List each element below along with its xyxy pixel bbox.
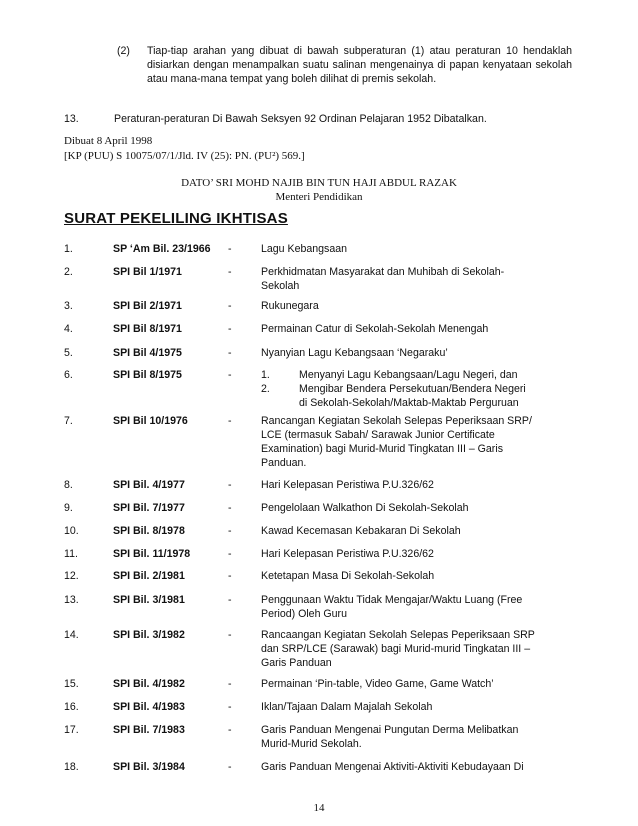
item-description [261, 242, 573, 256]
description-line: Pengelolaan Walkathon Di Sekolah-Sekolah [261, 502, 469, 514]
item-description [261, 478, 573, 492]
paragraph-number: 13. [64, 113, 79, 125]
circular-code: SPI Bil. 2/1981 [113, 570, 185, 582]
item-number: 18. [64, 761, 79, 773]
item-dash: - [228, 243, 232, 255]
item-description [261, 346, 573, 360]
sub-item-line: Mengibar Bendera Persekutuan/Bendera Negeri [299, 383, 526, 395]
description-line: Hari Kelepasan Peristiwa P.U.326/62 [261, 479, 434, 491]
item-description [261, 723, 573, 751]
item-number: 11. [64, 548, 78, 560]
circular-code: SPI Bil. 3/1984 [113, 761, 185, 773]
circular-code: SPI Bil. 3/1981 [113, 594, 185, 606]
item-description [261, 569, 573, 583]
item-description [261, 265, 573, 293]
paragraph-number: (2) [117, 45, 130, 57]
item-dash: - [228, 629, 232, 641]
item-dash: - [228, 347, 232, 359]
description-line: Permainan Catur di Sekolah-Sekolah Menengah [261, 323, 489, 335]
circular-code: SPI Bil 1/1971 [113, 266, 182, 278]
item-dash: - [228, 701, 232, 713]
item-dash: - [228, 479, 232, 491]
circular-code: SPI Bil. 3/1982 [113, 629, 185, 641]
paragraph-text: Tiap-tiap arahan yang dibuat di bawah subperaturan (1) atau peraturan 10 hendaklah disiarkan dengan menampalkan suatu salinan mengenainya di papan kenyataan sekolah atau mana-mana tempat yang boleh dilihat di premis sekolah. [147, 45, 572, 85]
paragraph-text: Peraturan-peraturan Di Bawah Seksyen 92 Ordinan Pelajaran 1952 Dibatalkan. [114, 113, 487, 125]
item-dash: - [228, 761, 232, 773]
item-dash: - [228, 300, 232, 312]
item-description [261, 628, 573, 670]
item-description [261, 593, 573, 621]
sub-item-number: 2. [261, 383, 270, 395]
item-description [261, 547, 573, 561]
item-description [261, 700, 573, 714]
description-line: LCE (termasuk Sabah/ Sarawak Junior Certificate [261, 429, 495, 441]
item-dash: - [228, 323, 232, 335]
item-description [261, 368, 573, 410]
item-number: 13. [64, 594, 79, 606]
circular-code: SPI Bil 10/1976 [113, 415, 188, 427]
sub-item-line: Menyanyi Lagu Kebangsaan/Lagu Negeri, dan [299, 369, 518, 381]
item-dash: - [228, 594, 232, 606]
item-number: 12. [64, 570, 79, 582]
item-number: 14. [64, 629, 79, 641]
item-number: 3. [64, 300, 73, 312]
signatory-name: DATO’ SRI MOHD NAJIB BIN TUN HAJI ABDUL RAZAK [181, 177, 457, 189]
item-description [261, 501, 573, 515]
signatory-title: Menteri Pendidikan [275, 191, 363, 203]
circular-code: SPI Bil. 4/1982 [113, 678, 185, 690]
description-line: Garis Panduan Mengenai Pungutan Derma Melibatkan [261, 724, 519, 736]
reference-line: [KP (PUU) S 10075/07/1/Jld. IV (25): PN. (PU²) 569.] [64, 150, 305, 162]
item-dash: - [228, 570, 232, 582]
circular-code: SPI Bil 8/1971 [113, 323, 182, 335]
page-number: 14 [313, 802, 325, 814]
item-dash: - [228, 502, 232, 514]
description-line: Garis Panduan [261, 657, 332, 669]
description-line: Nyanyian Lagu Kebangsaan ‘Negaraku’ [261, 347, 448, 359]
description-line: Lagu Kebangsaan [261, 243, 348, 255]
circular-code: SPI Bil. 8/1978 [113, 525, 185, 537]
item-number: 1. [64, 243, 73, 255]
item-number: 9. [64, 502, 73, 514]
item-dash: - [228, 525, 232, 537]
item-dash: - [228, 678, 232, 690]
description-line: Rukunegara [261, 300, 319, 312]
item-number: 6. [64, 369, 73, 381]
circular-code: SPI Bil. 4/1983 [113, 701, 185, 713]
description-line: Panduan. [261, 457, 307, 469]
description-line: Period) Oleh Guru [261, 608, 347, 620]
description-line: Rancaangan Kegiatan Sekolah Selepas Peperiksaan SRP [261, 629, 535, 641]
item-dash: - [228, 415, 232, 427]
circular-code: SPI Bil. 4/1977 [113, 479, 185, 491]
item-dash: - [228, 369, 232, 381]
item-number: 10. [64, 525, 79, 537]
description-line: Perkhidmatan Masyarakat dan Muhibah di Sekolah- [261, 266, 505, 278]
item-number: 17. [64, 724, 79, 736]
item-number: 16. [64, 701, 79, 713]
item-description [261, 299, 573, 313]
item-dash: - [228, 724, 232, 736]
description-line: Sekolah [261, 280, 300, 292]
item-description [261, 322, 573, 336]
circular-code: SPI Bil. 7/1983 [113, 724, 185, 736]
sub-item [261, 368, 573, 382]
description-line: Murid-Murid Sekolah. [261, 738, 362, 750]
item-dash: - [228, 548, 232, 560]
item-description [261, 677, 573, 691]
sub-item [261, 382, 573, 410]
circular-code: SPI Bil 4/1975 [113, 347, 182, 359]
description-line: Kawad Kecemasan Kebakaran Di Sekolah [261, 525, 461, 537]
item-number: 4. [64, 323, 73, 335]
date-line: Dibuat 8 April 1998 [64, 135, 153, 147]
item-number: 7. [64, 415, 73, 427]
item-number: 5. [64, 347, 73, 359]
circular-code: SPI Bil 8/1975 [113, 369, 182, 381]
section-heading: SURAT PEKELILING IKHTISAS [64, 210, 288, 227]
description-line: dan SRP/LCE (Sarawak) bagi Murid-murid Tingkatan III – [261, 643, 531, 655]
item-number: 15. [64, 678, 79, 690]
circular-code: SPI Bil. 11/1978 [113, 548, 191, 560]
circular-code: SP ‘Am Bil. 23/1966 [113, 243, 211, 255]
description-line: Ketetapan Masa Di Sekolah-Sekolah [261, 570, 435, 582]
item-description [261, 414, 573, 470]
sub-item-line: di Sekolah-Sekolah/Maktab-Maktab Perguruan [299, 397, 519, 409]
description-line: Garis Panduan Mengenai Aktiviti-Aktiviti Kebudayaan Di [261, 761, 524, 773]
description-line: Penggunaan Waktu Tidak Mengajar/Waktu Luang (Free [261, 594, 523, 606]
item-description [261, 524, 573, 538]
description-line: Rancangan Kegiatan Sekolah Selepas Peperiksaan SRP/ [261, 415, 532, 427]
description-line: Permainan ‘Pin-table, Video Game, Game Watch’ [261, 678, 494, 690]
description-line: Hari Kelepasan Peristiwa P.U.326/62 [261, 548, 434, 560]
item-number: 8. [64, 479, 73, 491]
circular-code: SPI Bil 2/1971 [113, 300, 182, 312]
circular-code: SPI Bil. 7/1977 [113, 502, 185, 514]
description-line: Iklan/Tajaan Dalam Majalah Sekolah [261, 701, 433, 713]
item-description [261, 760, 573, 774]
description-line: Examination) bagi Murid-Murid Tingkatan III – Garis [261, 443, 503, 455]
sub-item-number: 1. [261, 369, 270, 381]
item-dash: - [228, 266, 232, 278]
item-number: 2. [64, 266, 73, 278]
